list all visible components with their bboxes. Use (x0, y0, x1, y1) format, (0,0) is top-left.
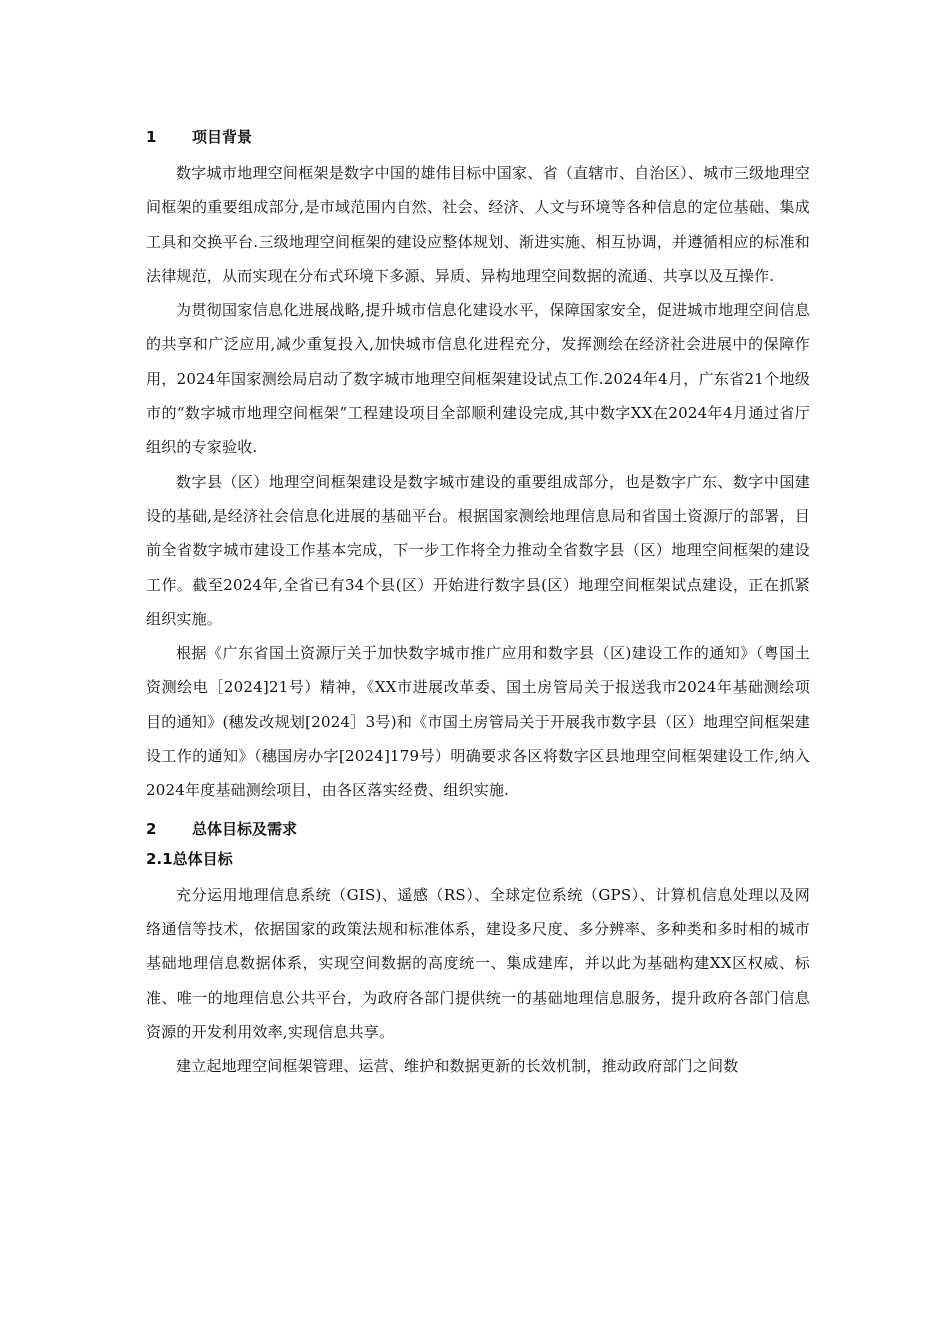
paragraph: 建立起地理空间框架管理、运营、维护和数据更新的长效机制，推动政府部门之间数 (176, 1057, 739, 1076)
subsection-heading-2-1 (146, 848, 810, 870)
section-number: 2 (146, 819, 157, 838)
section-heading-1 (146, 126, 810, 148)
document-body (146, 126, 810, 1083)
paragraph: 数字城市地理空间框架是数字中国的雄伟目标中国家、省（直辖市、自治区）、城市三级地理空间框架的重要组成部分,是市域范围内自然、社会、经济、人文与环境等各种信息的定位基础、集成工具和交换平台.三级地理空间框架的建设应整体规划、渐进实施、相互协调，并遵循相应的标准和法律规范，从而实现在分布式环境下多源、异质、异构地理空间数据的流通、共享以及互操作. (146, 164, 810, 285)
paragraph: 充分运用地理信息系统（GIS)、遥感（RS）、全球定位系统（GPS）、计算机信息处理以及网络通信等技术，依据国家的政策法规和标准体系，建设多尺度、多分辨率、多种类和多时相的城市基础地理信息数据体系，实现空间数据的高度统一、集成建库，并以此为基础构建XX区权威、标准、唯一的地理信息公共平台，为政府各部门提供统一的基础地理信息服务，提升政府各部门信息资源的开发利用效率,实现信息共享。 (146, 885, 810, 1041)
section-title: 总体目标 (172, 849, 233, 868)
paragraph: 根据《广东省国土资源厅关于加快数字城市推广应用和数字县（区)建设工作的通知》（粤国土资测绘电［2024]21号）精神，《XX市进展改革委、国土房管局关于报送我市2024年基础测绘项目的通知》(穗发改规划[2024］3号)和《市国土房管局关于开展我市数字县（区）地理空间框架建设工作的通知》（穗国房办字[2024]179号）明确要求各区将数字区县地理空间框架建设工作,纳入2024年度基础测绘项目，由各区落实经费、组织实施. (146, 644, 810, 800)
paragraph: 为贯彻国家信息化进展战略,提升城市信息化建设水平，保障国家安全，促进城市地理空间信息的共享和广泛应用,减少重复投入,加快城市信息化进程充分，发挥测绘在经济社会进展中的保障作用，2024年国家测绘局启动了数字城市地理空间框架建设试点工作.2024年4月，广东省21个地级市的“数字城市地理空间框架”工程建设项目全部顺利建设完成,其中数字XX在2024年4月通过省厅组织的专家验收. (146, 301, 810, 457)
section-title: 项目背景 (192, 128, 253, 146)
section-title: 总体目标及需求 (192, 819, 298, 838)
section-heading-2 (146, 818, 810, 840)
section-number: 1 (146, 128, 157, 146)
paragraph: 数字县（区）地理空间框架建设是数字城市建设的重要组成部分，也是数字广东、数字中国建设的基础,是经济社会信息化进展的基础平台。根据国家测绘地理信息局和省国土资源厅的部署，目前全省数字城市建设工作基本完成，下一步工作将全力推动全省数字县（区）地理空间框架的建设工作。截至2024年,全省已有34个县(区）开始进行数字县(区）地理空间框架试点建设，正在抓紧组织实施。 (146, 472, 810, 628)
section-number: 2.1 (146, 849, 173, 868)
